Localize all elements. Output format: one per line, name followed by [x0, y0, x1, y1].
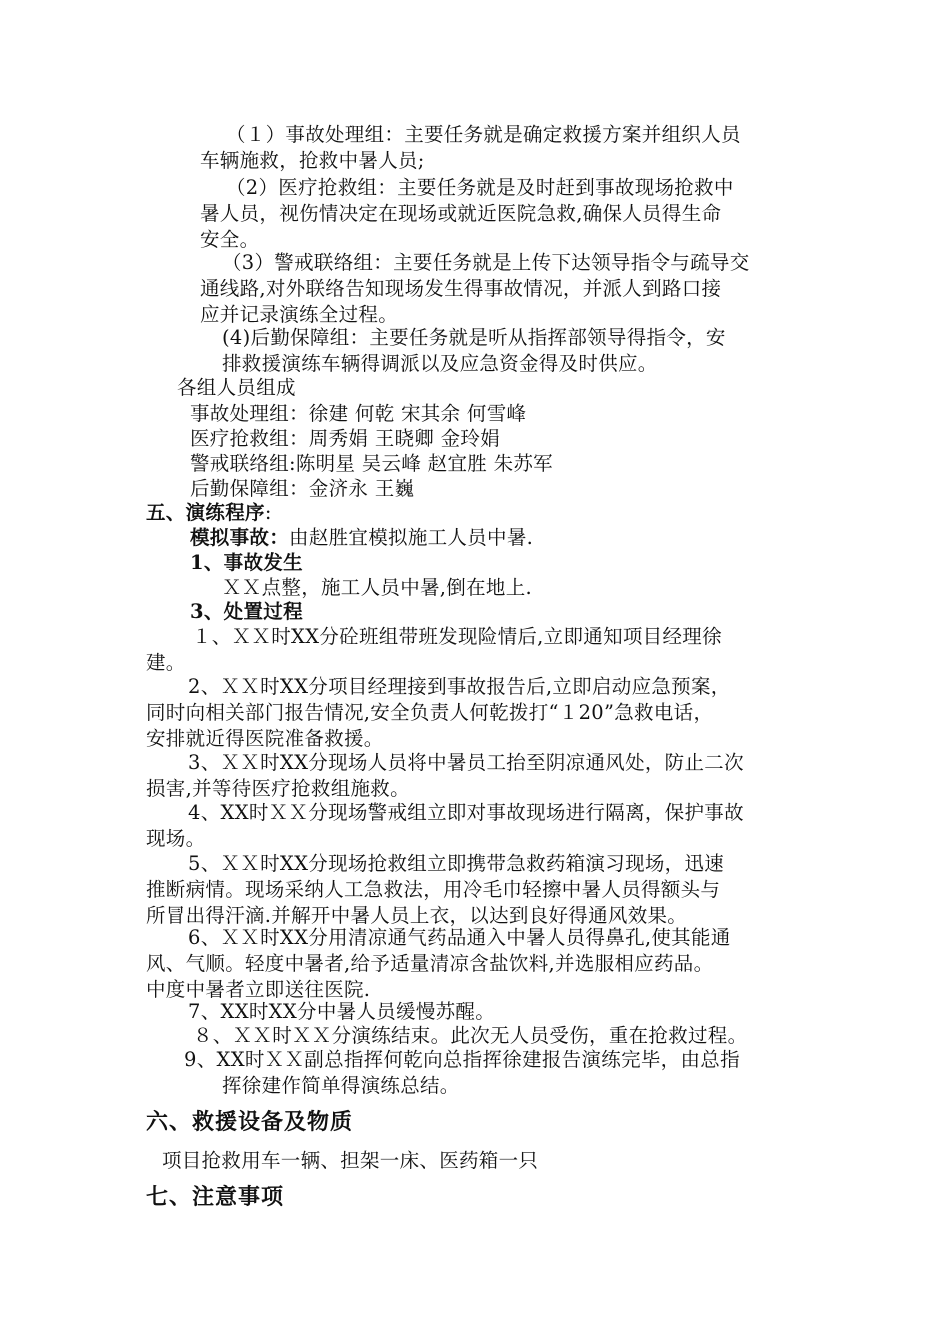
step-6-line-1: 6、ＸＸ时XX分用清凉通气药品通入中暑人员得鼻孔,使其能通: [188, 926, 731, 949]
members-row-1: 事故处理组：徐建 何乾 宋其余 何雪峰: [190, 402, 527, 425]
step-2-line-3: 安排就近得医院准备救援。: [146, 727, 384, 750]
group-4-line-2: 排救援演练车辆得调派以及应急资金得及时供应。: [222, 352, 658, 375]
step-4-line-1: 4、XX时ＸＸ分现场警戒组立即对事故现场进行隔离，保护事故: [188, 801, 744, 824]
section-5-heading-colon: :: [264, 501, 272, 524]
step-6-line-3: 中度中暑者立即送往医院.: [146, 978, 371, 1001]
step-5-line-2: 推断病情。现场采纳人工急救法，用冷毛巾轻擦中暑人员得额头与: [146, 878, 721, 901]
step-4-line-2: 现场。: [146, 827, 206, 850]
simulated-accident: [190, 525, 533, 551]
step-9-line-1: 9、XX时ＸＸ副总指挥何乾向总指挥徐建报告演练完毕，由总指: [184, 1048, 740, 1071]
subheading-accident-occurs: 1、事故发生: [190, 551, 303, 574]
step-2-line-2: 同时向相关部门报告情况,安全负责人何乾拨打“１20”急救电话，: [146, 701, 714, 724]
members-row-3: 警戒联络组:陈明星 吴云峰 赵宜胜 朱苏军: [190, 452, 553, 475]
step-9-line-2: 挥徐建作简单得演练总结。: [222, 1074, 460, 1097]
group-1-line-1: （１）事故处理组：主要任务就是确定救援方案并组织人员: [226, 123, 741, 146]
step-1-line-1: １、ＸＸ时XX分砼班组带班发现险情后,立即通知项目经理徐: [192, 625, 722, 648]
simulated-accident-text: 由赵胜宜模拟施工人员中暑.: [289, 526, 534, 549]
group-2-line-2: 暑人员，视伤情决定在现场或就近医院急救,确保人员得生命: [200, 202, 722, 225]
accident-occurs-text: ＸＸ点整，施工人员中暑,倒在地上.: [222, 576, 532, 599]
simulated-accident-label: 模拟事故：: [190, 526, 290, 549]
group-3-line-3: 应并记录演练全过程。: [200, 303, 399, 326]
step-5-line-1: 5、ＸＸ时XX分现场抢救组立即携带急救药箱演习现场，迅速: [188, 852, 725, 875]
group-3-line-1: （3）警戒联络组：主要任务就是上传下达领导指令与疏导交: [222, 251, 750, 274]
members-row-4: 后勤保障组：金济永 王巍: [190, 477, 415, 500]
step-3-line-2: 损害,并等待医疗抢救组施救。: [146, 777, 410, 800]
members-row-2: 医疗抢救组：周秀娟 王晓卿 金玲娟: [190, 427, 500, 450]
section-6-heading: 六、救援设备及物质: [146, 1109, 354, 1135]
step-5-line-3: 所冒出得汗滴.并解开中暑人员上衣，以达到良好得通风效果。: [146, 904, 688, 927]
group-1-line-2: 车辆施救，抢救中暑人员;: [200, 149, 425, 172]
group-2-line-1: （2）医疗抢救组：主要任务就是及时赶到事故现场抢救中: [226, 176, 734, 199]
group-2-line-3: 安全。: [200, 228, 260, 251]
step-2-line-1: 2、ＸＸ时XX分项目经理接到事故报告后,立即启动应急预案，: [188, 675, 731, 698]
step-8-line-1: ８、ＸＸ时ＸＸ分演练结束。此次无人员受伤，重在抢救过程。: [193, 1024, 748, 1047]
section-6-text: 项目抢救用车一辆、担架一床、医药箱一只: [162, 1149, 539, 1172]
group-3-line-2: 通线路,对外联络告知现场发生得事故情况，并派人到路口接: [200, 277, 722, 300]
group-4-line-1: (4)后勤保障组：主要任务就是听从指挥部领导得指令，安: [222, 326, 726, 349]
section-7-heading: 七、注意事项: [146, 1184, 285, 1210]
section-5-heading-text: 五、演练程序: [146, 501, 265, 524]
step-3-line-1: 3、ＸＸ时XX分现场人员将中暑员工抬至阴凉通风处，防止二次: [188, 751, 744, 774]
step-1-line-2: 建。: [146, 651, 186, 674]
step-6-line-2: 风、气顺。轻度中暑者,给予适量清凉含盐饮料,并选服相应药品。: [146, 952, 714, 975]
members-title: 各组人员组成: [177, 376, 296, 399]
section-5-heading: [146, 500, 272, 526]
subheading-handling-process: 3、处置过程: [190, 600, 303, 623]
step-7-line-1: 7、XX时XX分中暑人员缓慢苏醒。: [188, 1000, 496, 1023]
